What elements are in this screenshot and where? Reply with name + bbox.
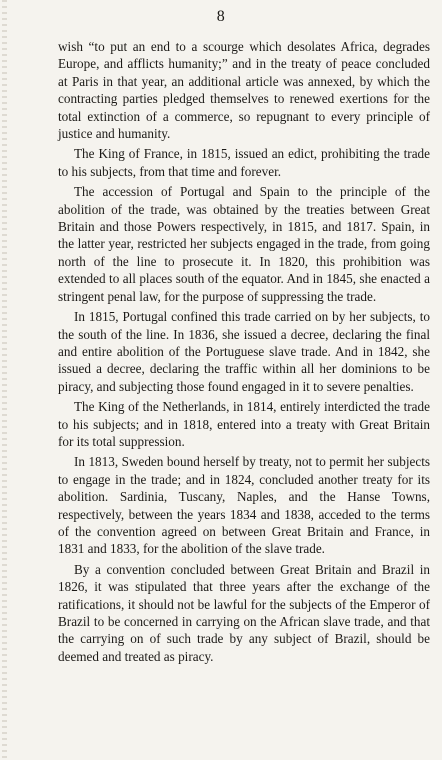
paragraph-4: In 1815, Portugal confined this trade carried on by her subjects, to the south of the line. In 1836, she issued a decree, declaring the final and entire abolition of the Portuguese slave trade. And in 1842, she issued a decree, declaring the traffic within all her dominions to be piracy, and subjecting those found engaged in it to severe penalties.	[58, 309, 430, 394]
paragraph-2: The King of France, in 1815, issued an edict, prohibiting the trade to his subjects, from that time and forever.	[58, 146, 430, 179]
paragraph-6: In 1813, Sweden bound herself by treaty, not to permit her subjects to engage in the trade; and in 1824, concluded another treaty for its abolition. Sardinia, Tuscany, Naples, and the Hanse Towns, respectively, between the years 1834 and 1838, acceded to the terms of the convention agreed on between Great Britain and France, in 1831 and 1833, for the abolition of the slave trade.	[58, 454, 430, 557]
body-text	[58, 38, 430, 668]
paragraph-1: wish “to put an end to a scourge which desolates Africa, degrades Europe, and afflicts humanity;” and in the treaty of peace concluded at Paris in that year, an additional article was annexed, by which the contracting parties pledged themselves to renewed exertions for the total extinction of a commerce, so repugnant to every principle of justice and humanity.	[58, 39, 430, 142]
page-number: 8	[216, 8, 226, 25]
paragraph-3: The accession of Portugal and Spain to the principle of the abolition of the trade, was obtained by the treaties between Great Britain and those Powers respectively, in 1815, and 1817. Spain, in the latter year, restricted her subjects engaged in the trade, from going north of the line to prosecute it. In 1820, this prohibition was extended to all places south of the equator. And in 1845, she enacted a stringent penal law, for the purpose of suppressing the trade.	[58, 184, 430, 304]
paragraph-7: By a convention concluded between Great Britain and Brazil in 1826, it was stipulated that three years after the exchange of the ratifications, it should not be lawful for the subjects of the Emperor of Brazil to be concerned in carrying on the African slave trade, and that the carrying on of such trade by any subject of Brazil, should be deemed and treated as piracy.	[58, 561, 430, 664]
paragraph-5: The King of the Netherlands, in 1814, entirely interdicted the trade to his subjects; and in 1818, entered into a treaty with Great Britain for its total suppression.	[58, 399, 430, 449]
